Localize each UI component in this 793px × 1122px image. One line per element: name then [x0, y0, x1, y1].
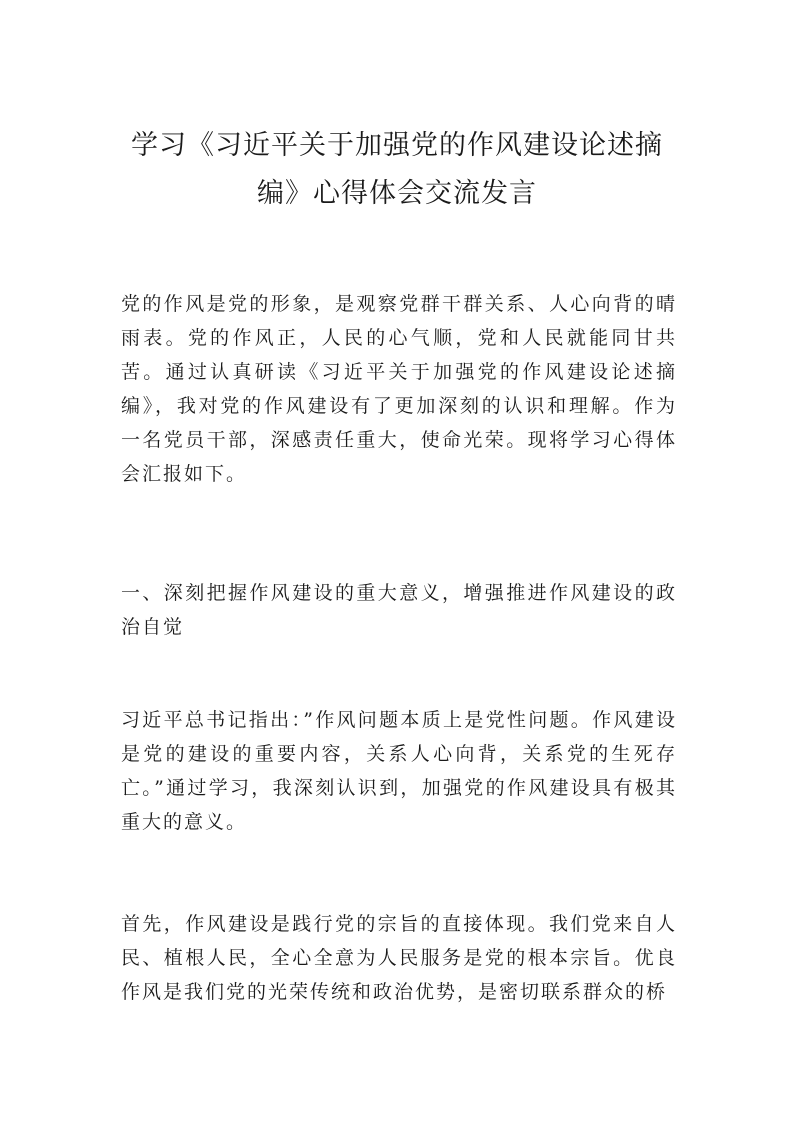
quote-paragraph: 习近平总书记指出：”作风问题本质上是党性问题。作风建设是党的建设的重要内容，关系人心向背，关系党的生死存亡。”通过学习，我深刻认识到，加强党的作风建设具有极其重大的意义。	[121, 709, 677, 833]
body-paragraph: 首先，作风建设是践行党的宗旨的直接体现。我们党来自人民、植根人民，全心全意为人民服务是党的根本宗旨。优良作风是我们党的光荣传统和政治优势，是密切联系群众的桥	[121, 913, 677, 1003]
intro-paragraph: 党的作风是党的形象，是观察党群干群关系、人心向背的晴雨表。党的作风正，人民的心气顺，党和人民就能同甘共苦。通过认真研读《习近平关于加强党的作风建设论述摘编》，我对党的作风建设有了更加深刻的认识和理解。作为一名党员干部，深感责任重大，使命光荣。现将学习心得体会汇报如下。	[121, 293, 677, 485]
document-title: 学习《习近平关于加强党的作风建设论述摘编》心得体会交流发言	[131, 130, 663, 209]
section-heading: 一、深刻把握作风建设的重大意义，增强推进作风建设的政治自觉	[121, 582, 677, 638]
